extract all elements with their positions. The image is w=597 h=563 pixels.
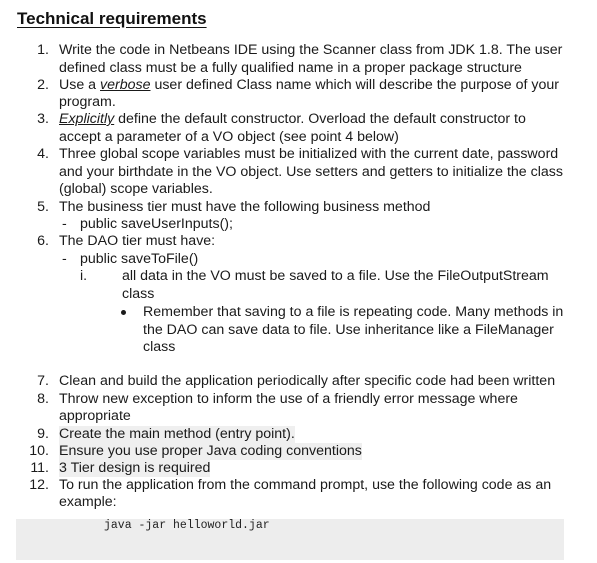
text-run: user defined Class name which will describe the purpose of your [150, 77, 559, 93]
item-text: The DAO tier must have: [59, 233, 216, 249]
item-text: To run the application from the command prompt, use the following code as an [59, 477, 552, 493]
bullet-icon [121, 310, 126, 315]
item-text: Throw new exception to inform the use of a friendly error message where [59, 391, 518, 407]
item-number: 1. [37, 42, 49, 58]
item-text: accept a parameter of a VO object (see point 4 below) [59, 129, 399, 145]
item-number: 9. [37, 426, 49, 442]
item-text: public saveToFile() [80, 251, 199, 267]
item-text [59, 77, 559, 94]
item-number: 7. [37, 373, 49, 389]
code-snippet: java -jar helloworld.jar [104, 519, 270, 532]
item-text: class [143, 339, 176, 355]
item-number: 8. [37, 391, 49, 407]
item-text: public saveUserInputs(); [80, 216, 233, 232]
dash: - [62, 216, 67, 232]
emphasis: Explicitly [59, 111, 115, 127]
item-text: Ensure you use proper Java coding conventions [59, 443, 362, 459]
item-number: 4. [37, 146, 49, 162]
item-text: appropriate [59, 408, 131, 424]
roman-numeral: i. [80, 268, 88, 284]
item-number: 12. [29, 477, 49, 493]
dash: - [62, 251, 67, 267]
text-run: Use a [59, 77, 101, 93]
item-text: and your birthdate in the VO object. Use setters and getters to initialize the class [59, 164, 563, 180]
item-number: 5. [37, 199, 49, 215]
page-title: Technical requirements [17, 9, 207, 28]
item-text [59, 111, 526, 128]
item-text: Three global scope variables must be initialized with the current date, password [59, 146, 559, 162]
emphasis: verbose [100, 77, 151, 93]
item-text: class [122, 286, 155, 302]
item-text: Create the main method (entry point). [59, 426, 295, 442]
item-text: The business tier must have the following business method [59, 199, 431, 215]
item-text: Clean and build the application periodically after specific code had been written [59, 373, 556, 389]
item-number: 2. [37, 77, 49, 93]
item-text: Remember that saving to a file is repeating code. Many methods in [143, 304, 564, 320]
item-text: the DAO can save data to file. Use inheritance like a FileManager [143, 322, 554, 338]
item-text: example: [59, 494, 117, 510]
item-text: program. [59, 94, 116, 110]
item-number: 10. [29, 443, 49, 459]
item-text: defined class must be a fully qualified name in a proper package structure [59, 60, 522, 76]
item-text: (global) scope variables. [59, 181, 213, 197]
item-text: Write the code in Netbeans IDE using the Scanner class from JDK 1.8. The user [59, 42, 563, 58]
item-number: 3. [37, 111, 49, 127]
text-run: define the default constructor. Overload the default constructor to [114, 111, 526, 127]
item-text: 3 Tier design is required [59, 460, 211, 476]
item-number: 6. [37, 233, 49, 249]
item-text: all data in the VO must be saved to a file. Use the FileOutputStream [122, 268, 549, 284]
item-number: 11. [30, 460, 49, 476]
code-block [16, 519, 564, 560]
